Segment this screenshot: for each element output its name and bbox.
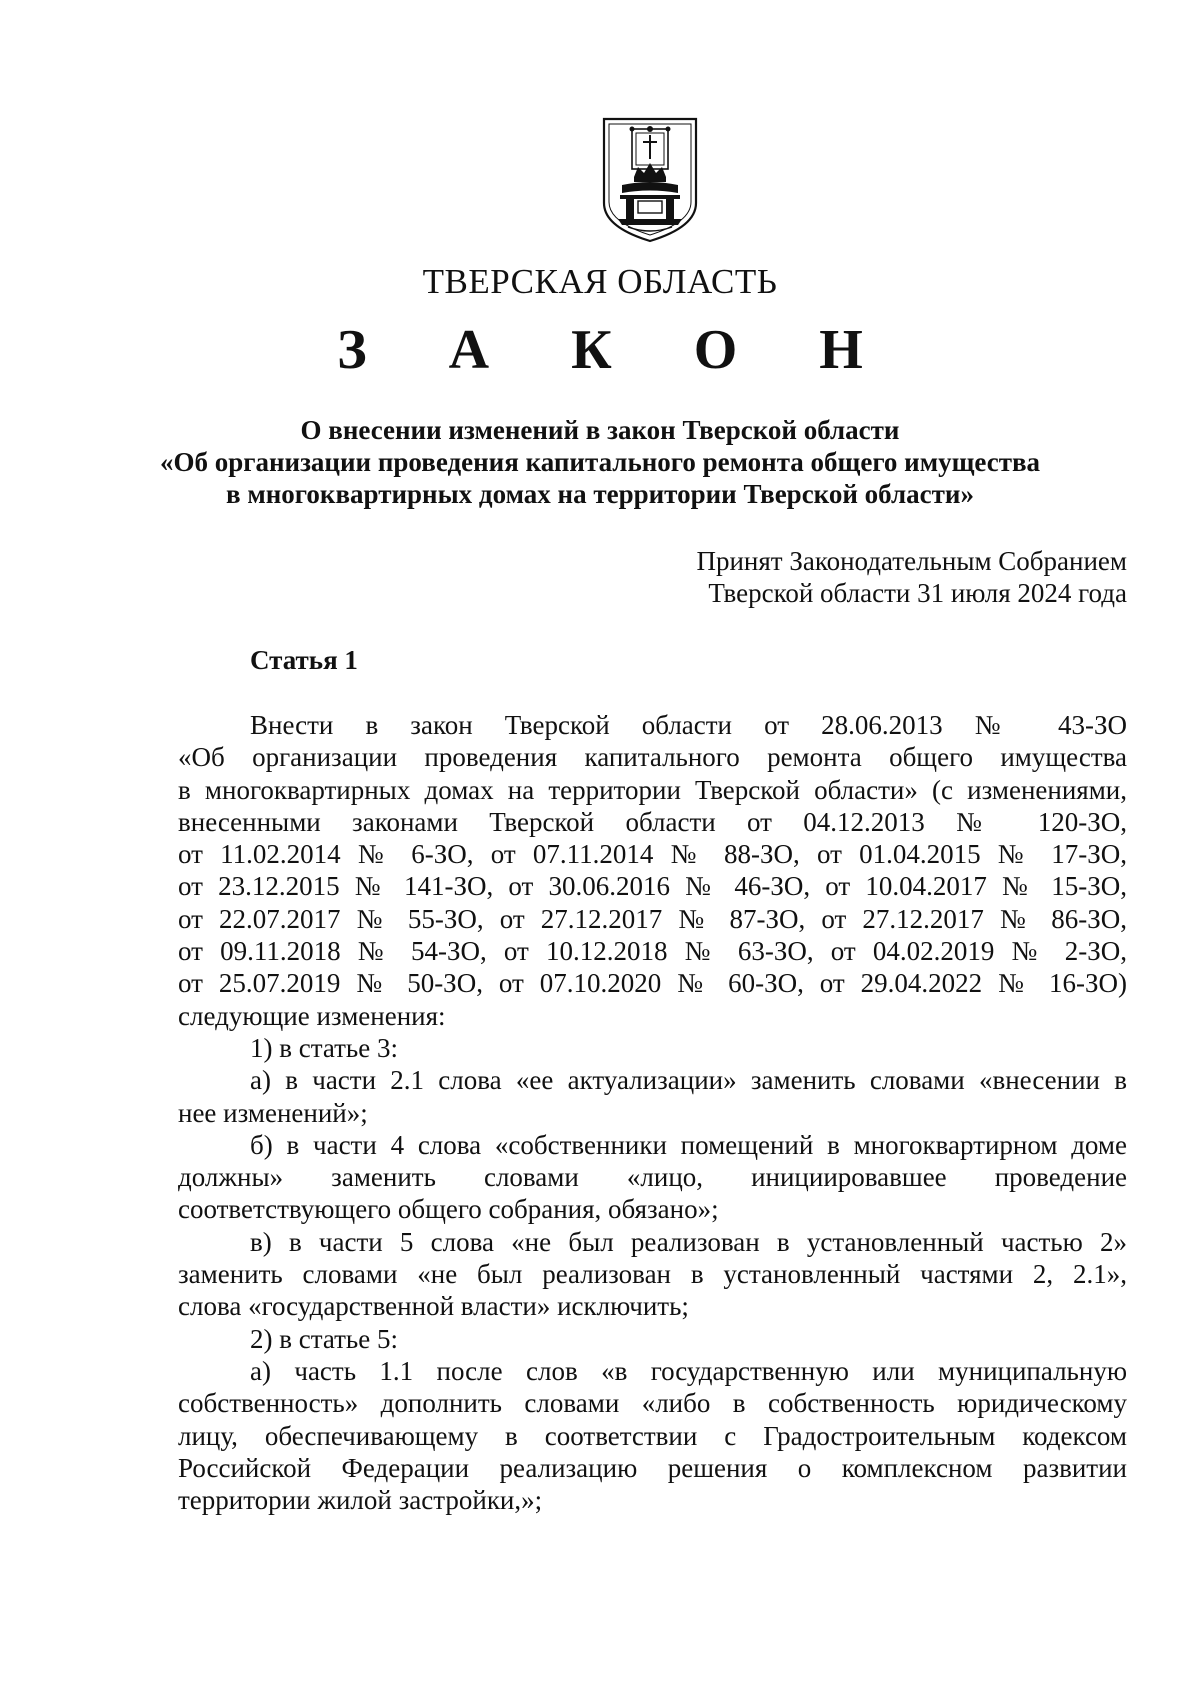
body-line: от 09.11.2018 № 54-ЗО, от 10.12.2018 № 63-ЗО, от 04.02.2019 № 2-ЗО, <box>178 936 1127 967</box>
body-line: а) часть 1.1 после слов «в государственную или муниципальную <box>250 1355 1127 1386</box>
body-line: от 23.12.2015 № 141-ЗО, от 30.06.2016 № 46-ЗО, от 10.04.2017 № 15-ЗО, <box>178 871 1127 902</box>
body-line: заменить словами «не был реализован в установленный частями 2, 2.1», <box>178 1259 1127 1290</box>
body-line: б) в части 4 слова «собственники помещений в многоквартирном доме <box>250 1129 1127 1160</box>
body-line: соответствующего общего собрания, обязано»; <box>178 1194 719 1225</box>
document-title <box>120 414 1080 510</box>
body-line: собственность» дополнить словами «либо в собственность юридическому <box>178 1388 1127 1419</box>
body-line: территории жилой застройки,»; <box>178 1485 543 1516</box>
region-name: ТВЕРСКАЯ ОБЛАСТЬ <box>422 262 778 301</box>
body-line: а) в части 2.1 слова «ее актуализации» заменить словами «внесении в <box>250 1065 1127 1096</box>
title-line: О внесении изменений в закон Тверской области <box>300 415 900 445</box>
coat-of-arms-icon <box>598 115 702 245</box>
body-line: лицу, обеспечивающему в соответствии с Градостроительным кодексом <box>178 1420 1127 1451</box>
body-line: от 11.02.2014 № 6-ЗО, от 07.11.2014 № 88-ЗО, от 01.04.2015 № 17-ЗО, <box>178 839 1127 870</box>
body-line: от 25.07.2019 № 50-ЗО, от 07.10.2020 № 60-ЗО, от 29.04.2022 № 16-ЗО) <box>178 968 1127 999</box>
title-line: в многоквартирных домах на территории Тверской области» <box>226 479 974 509</box>
body-line: следующие изменения: <box>178 1000 446 1031</box>
body-line: нее изменений»; <box>178 1097 368 1128</box>
body-line: в многоквартирных домах на территории Тверской области» (с изменениями, <box>178 774 1127 805</box>
adoption-note <box>696 545 1127 609</box>
body-line: 1) в статье 3: <box>250 1032 398 1063</box>
body-line: Внести в закон Тверской области от 28.06.2013 № 43-ЗО <box>250 710 1127 740</box>
body-line: слова «государственной власти» исключить; <box>178 1291 689 1322</box>
body-line: в) в части 5 слова «не был реализован в установленный частью 2» <box>250 1226 1127 1257</box>
body-line: 2) в статье 5: <box>250 1323 398 1354</box>
title-line: «Об организации проведения капитального ремонта общего имущества <box>159 447 1041 477</box>
body-line: от 22.07.2017 № 55-ЗО, от 27.12.2017 № 87-ЗО, от 27.12.2017 № 86-ЗО, <box>178 903 1127 934</box>
body-line: должны» заменить словами «лицо, инициировавшее проведение <box>178 1162 1127 1193</box>
body-line: «Об организации проведения капитального ремонта общего имущества <box>178 742 1127 773</box>
document-type: З А К О Н <box>337 319 897 381</box>
body-line: внесенными законами Тверской области от 04.12.2013 № 120-ЗО, <box>178 806 1127 837</box>
article-heading: Статья 1 <box>250 645 358 675</box>
body-line: Российской Федерации реализацию решения о комплексном развитии <box>178 1452 1127 1483</box>
adoption-line: Принят Законодательным Собранием <box>696 546 1127 576</box>
adoption-line: Тверской области 31 июля 2024 года <box>708 578 1127 608</box>
article-body <box>178 709 1127 1516</box>
